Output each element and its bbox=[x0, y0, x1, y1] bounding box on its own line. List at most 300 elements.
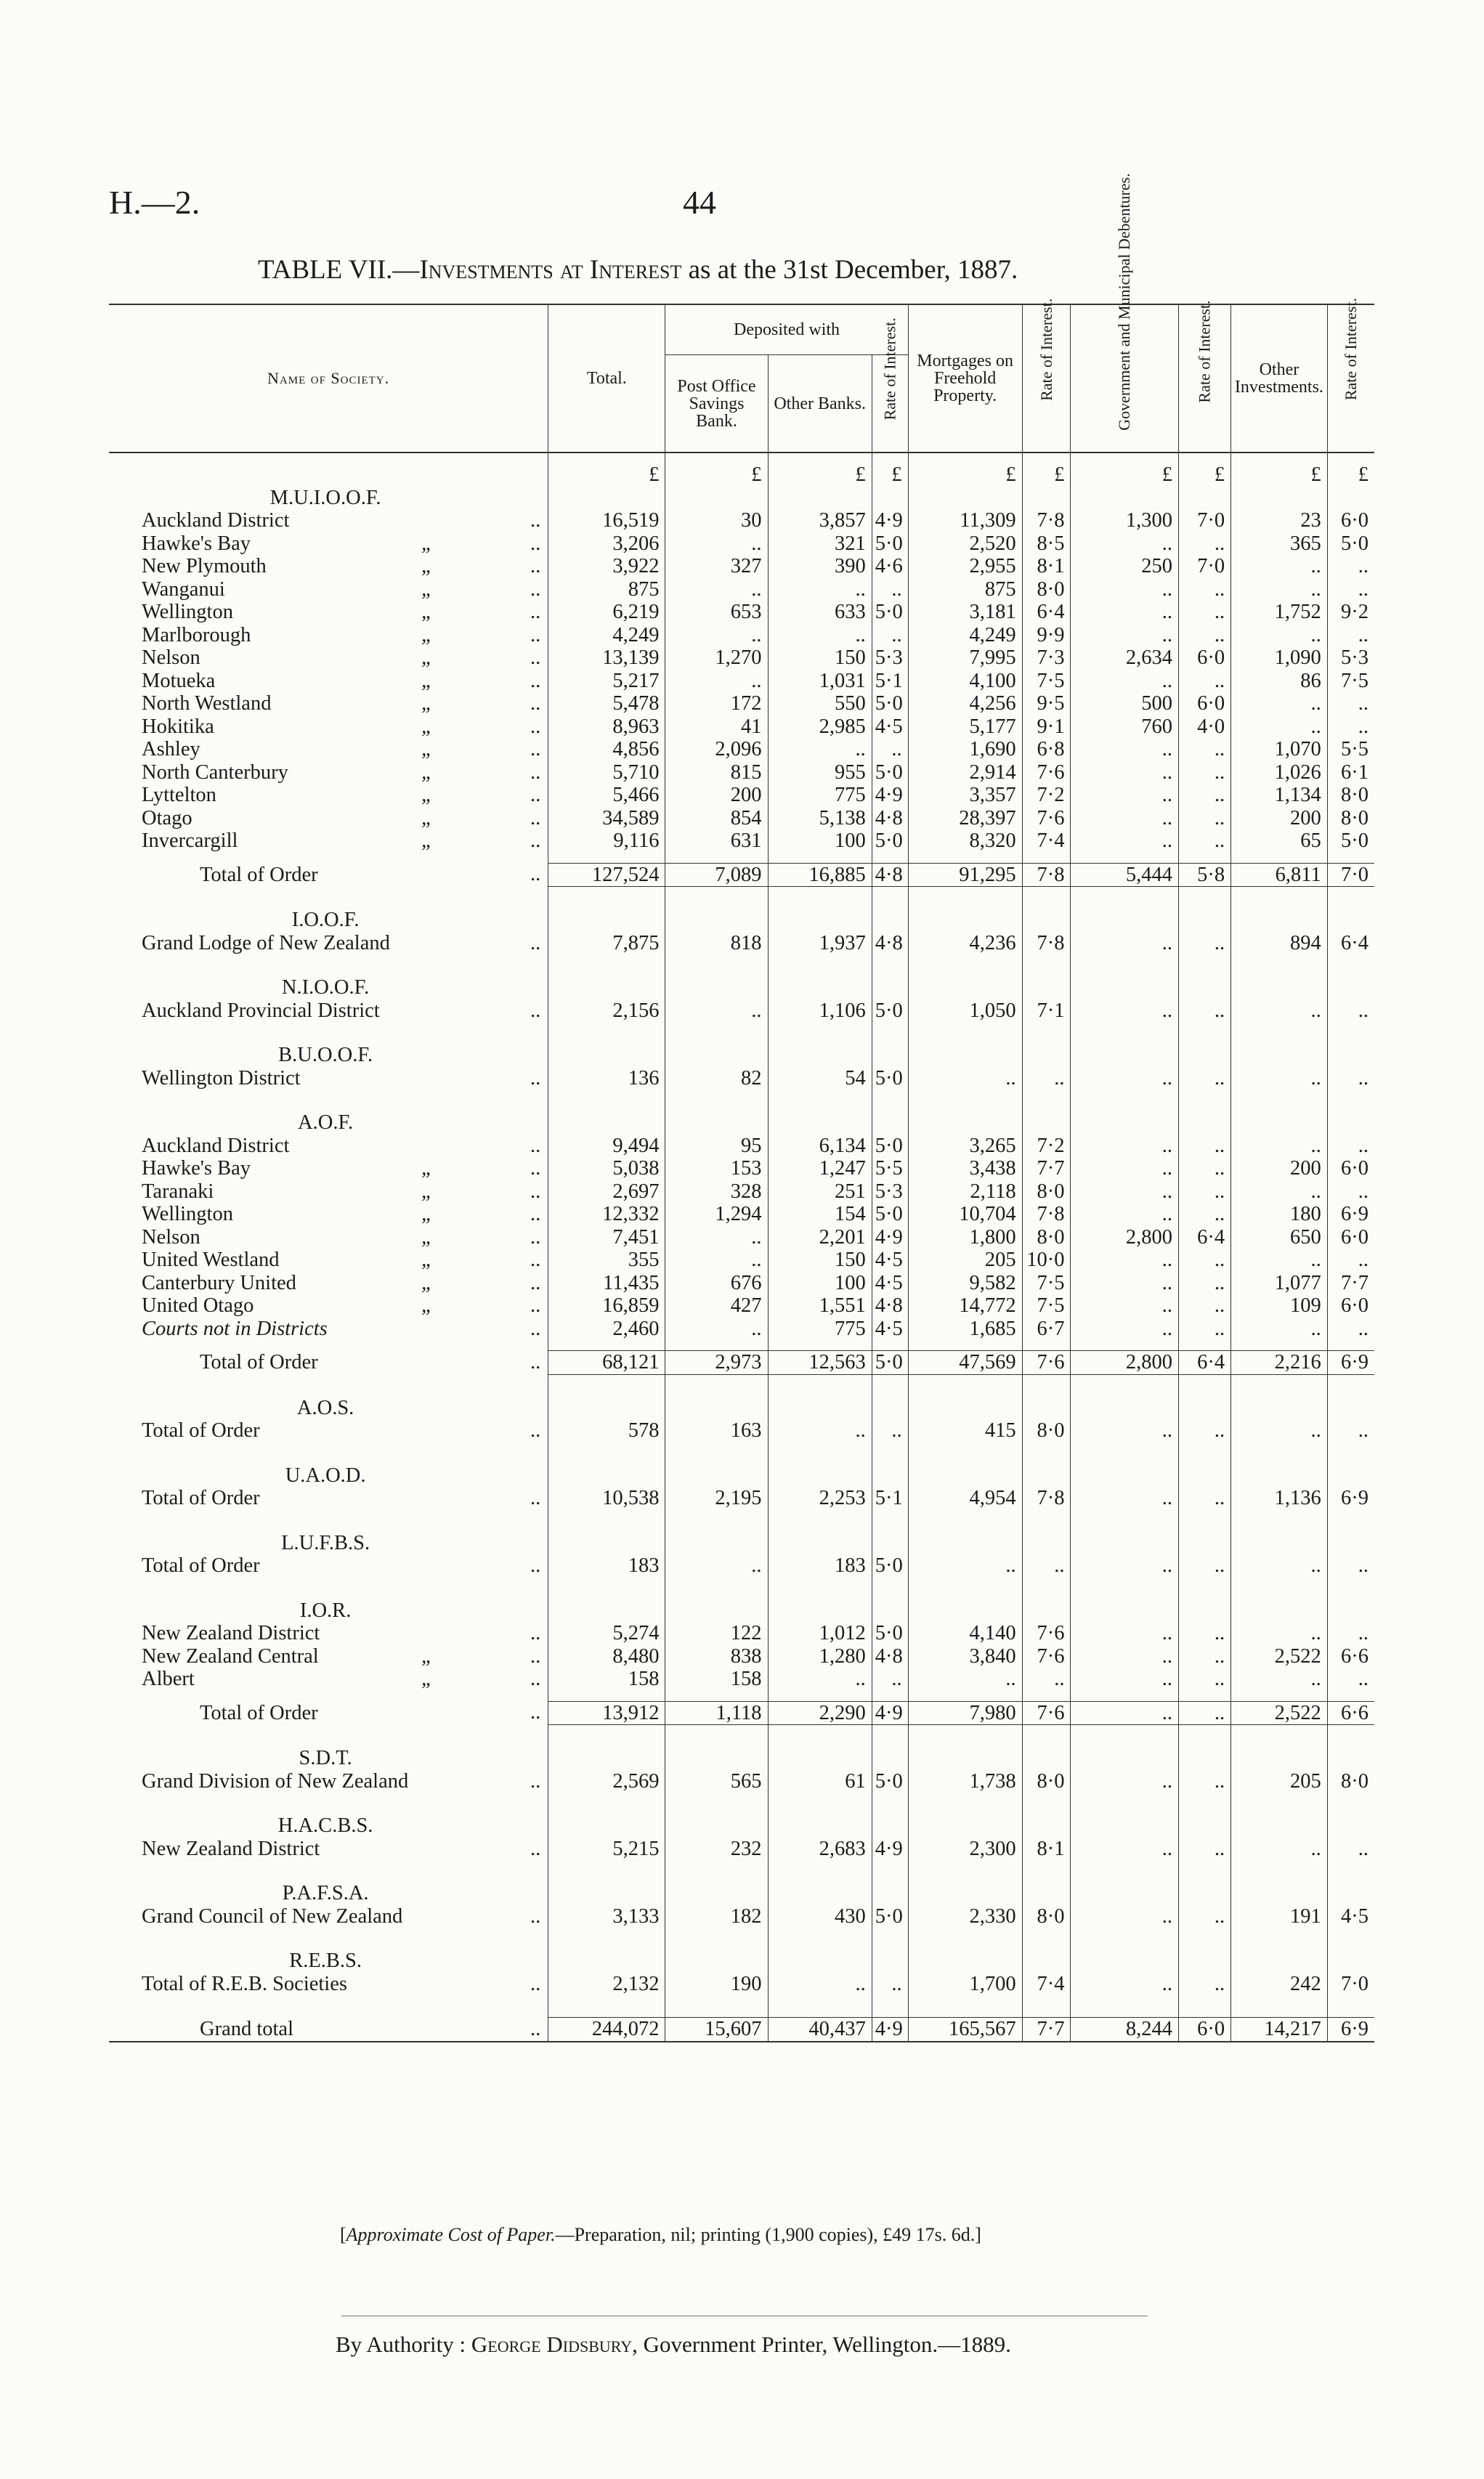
cell-value bbox=[1022, 692, 1071, 715]
cell-value bbox=[665, 1318, 768, 1341]
cell-value bbox=[665, 1487, 768, 1510]
cell-value bbox=[908, 1157, 1022, 1180]
cell-text: .. bbox=[1214, 1317, 1225, 1340]
cell-text: 4,140 bbox=[969, 1622, 1016, 1644]
grand-total-value bbox=[1071, 2018, 1179, 2042]
cell-value bbox=[1327, 692, 1374, 715]
cell-text: 6·9 bbox=[1341, 1487, 1369, 1509]
cell-empty bbox=[1022, 909, 1071, 932]
cell-value bbox=[1178, 1135, 1230, 1158]
cell-value bbox=[1071, 1203, 1179, 1226]
leader-dots: .. bbox=[530, 1225, 541, 1249]
cell-text: 1,136 bbox=[1274, 1487, 1321, 1509]
cell-value bbox=[872, 761, 908, 784]
cell-text: £ bbox=[1214, 463, 1225, 486]
cell-text: 10,538 bbox=[602, 1487, 660, 1509]
cell-empty bbox=[1231, 1928, 1328, 1949]
data-row bbox=[109, 646, 1374, 670]
cell-value bbox=[1022, 578, 1071, 601]
cell-empty bbox=[1231, 1691, 1328, 1702]
cell-empty bbox=[1071, 954, 1179, 976]
cell-text: 1,690 bbox=[969, 738, 1016, 760]
cell-empty bbox=[1022, 1397, 1071, 1420]
cell-text: 7·0 bbox=[1197, 555, 1225, 577]
cell-empty bbox=[872, 1443, 908, 1464]
cell-empty bbox=[1178, 1949, 1230, 1973]
society-heading bbox=[109, 1747, 548, 1770]
cell-text: Total of R.E.B. Societies bbox=[142, 1972, 347, 1995]
cell-empty bbox=[548, 1374, 665, 1397]
cell-text: 122 bbox=[730, 1622, 762, 1644]
total-value bbox=[872, 1701, 908, 1725]
spacer-row bbox=[109, 887, 1374, 909]
cell-text: 182 bbox=[730, 1904, 762, 1928]
cell-text: Auckland District bbox=[142, 509, 290, 532]
cell-text: 7·7 bbox=[1037, 1157, 1065, 1180]
cell-empty bbox=[872, 453, 908, 463]
cell-empty bbox=[1231, 1995, 1328, 2018]
cell-empty bbox=[908, 1725, 1022, 1748]
cell-value bbox=[1071, 999, 1179, 1023]
leader-dots: .. bbox=[530, 863, 541, 885]
cell-text: 1,752 bbox=[1274, 601, 1321, 623]
total-value bbox=[768, 863, 872, 887]
cell-text: .. bbox=[1054, 1066, 1065, 1090]
leader-dots: .. bbox=[530, 999, 541, 1022]
cell-text: 2,800 bbox=[1125, 1351, 1172, 1374]
cell-empty bbox=[665, 1860, 768, 1882]
cell-value bbox=[1231, 1135, 1328, 1158]
cell-value bbox=[548, 1318, 665, 1341]
total-label bbox=[109, 863, 548, 887]
cell-empty bbox=[872, 1793, 908, 1814]
cell-empty bbox=[1022, 1464, 1071, 1488]
total-label bbox=[109, 1701, 548, 1725]
cell-text: 7·0 bbox=[1197, 509, 1225, 532]
cell-empty bbox=[768, 909, 872, 932]
cell-text: 3,133 bbox=[612, 1904, 660, 1928]
cell-empty bbox=[1327, 1793, 1374, 1814]
cell-value bbox=[548, 715, 665, 739]
society-heading bbox=[109, 1882, 548, 1905]
cell-value bbox=[872, 1838, 908, 1861]
cell-value bbox=[872, 1668, 908, 1691]
cell-empty bbox=[768, 1374, 872, 1397]
cell-empty bbox=[908, 1532, 1022, 1555]
data-row bbox=[109, 1318, 1374, 1341]
spacer-row bbox=[109, 1090, 1374, 1111]
cell-value bbox=[1231, 761, 1328, 784]
cell-value bbox=[872, 532, 908, 556]
cell-text: 7·7 bbox=[1037, 2018, 1065, 2040]
cell-value bbox=[872, 1203, 908, 1226]
cell-value bbox=[665, 1419, 768, 1443]
cell-text: 23 bbox=[1300, 509, 1321, 532]
cell-text: 578 bbox=[628, 1419, 660, 1442]
leader-dots: .. bbox=[530, 577, 541, 601]
cell-value bbox=[548, 646, 665, 670]
cell-text: 95 bbox=[741, 1134, 762, 1157]
cell-text: .. bbox=[751, 1554, 762, 1577]
cell-value bbox=[1231, 1067, 1328, 1090]
cell-value bbox=[1071, 1272, 1179, 1295]
cell-text: .. bbox=[1214, 1837, 1225, 1860]
cell-value bbox=[768, 932, 872, 955]
cell-value bbox=[548, 1973, 665, 1996]
cell-empty bbox=[1327, 453, 1374, 463]
cell-text: 1,800 bbox=[969, 1225, 1016, 1249]
leader-dots: .. bbox=[530, 1769, 541, 1793]
total-value bbox=[1071, 863, 1179, 887]
cell-text: 4·5 bbox=[875, 1271, 903, 1294]
cell-text: .. bbox=[1161, 1769, 1172, 1793]
cell-empty bbox=[768, 1578, 872, 1599]
row-label bbox=[109, 1928, 548, 1949]
cell-value bbox=[872, 1135, 908, 1158]
cell-text: 7·4 bbox=[1037, 829, 1065, 852]
cell-text: .. bbox=[751, 999, 762, 1022]
cell-empty bbox=[665, 1814, 768, 1838]
cell-value bbox=[1178, 715, 1230, 739]
cell-value bbox=[768, 532, 872, 556]
cell-empty bbox=[1071, 1747, 1179, 1770]
cell-value bbox=[908, 1318, 1022, 1341]
cell-text: 5·0 bbox=[875, 1066, 903, 1090]
cell-text: £ bbox=[751, 463, 762, 486]
cell-text: Courts not in Districts bbox=[142, 1317, 328, 1340]
cell-value bbox=[1178, 1226, 1230, 1249]
cell-text: .. bbox=[1214, 1554, 1225, 1577]
cell-text: Hokitika bbox=[142, 715, 214, 738]
cell-text: 5·0 bbox=[875, 1134, 903, 1157]
cell-empty bbox=[548, 909, 665, 932]
ditto-mark: „ bbox=[421, 806, 433, 829]
cell-value bbox=[1022, 1487, 1071, 1510]
cell-text: .. bbox=[1161, 1203, 1172, 1225]
cell-text: I.O.R. bbox=[299, 1599, 352, 1622]
cell-value bbox=[548, 738, 665, 761]
cell-empty bbox=[872, 1464, 908, 1488]
cell-empty bbox=[1071, 1949, 1179, 1973]
cell-value bbox=[1022, 1318, 1071, 1341]
cell-empty bbox=[908, 1793, 1022, 1814]
cell-empty bbox=[1327, 1928, 1374, 1949]
cell-text: 4·5 bbox=[875, 1249, 903, 1271]
cell-value bbox=[1327, 1838, 1374, 1861]
cell-empty bbox=[1022, 1882, 1071, 1905]
total-value bbox=[548, 1351, 665, 1375]
cell-text: U.A.O.D. bbox=[285, 1464, 366, 1487]
cell-text: 232 bbox=[730, 1837, 762, 1860]
page-reference: H.—2. bbox=[109, 184, 200, 221]
cell-text: .. bbox=[1310, 1554, 1321, 1577]
cell-value bbox=[665, 1294, 768, 1318]
cell-text: 242 bbox=[1289, 1972, 1321, 1995]
cell-text: 818 bbox=[730, 931, 762, 954]
cell-value bbox=[1022, 761, 1071, 784]
cell-text: .. bbox=[1161, 1972, 1172, 1995]
cell-text: 854 bbox=[730, 806, 762, 829]
cell-value bbox=[1178, 1554, 1230, 1578]
cell-text: .. bbox=[891, 738, 902, 760]
cell-text: Ashley bbox=[142, 738, 200, 760]
cell-value bbox=[548, 1157, 665, 1180]
cell-text: 6·4 bbox=[1341, 931, 1369, 954]
data-row bbox=[109, 999, 1374, 1023]
cell-empty bbox=[665, 1340, 768, 1351]
cell-empty bbox=[1178, 1510, 1230, 1532]
cell-text: 16,885 bbox=[808, 863, 866, 886]
cell-value bbox=[908, 1622, 1022, 1645]
spacer-row bbox=[109, 1510, 1374, 1532]
society-name bbox=[109, 1668, 548, 1691]
title-main: Investments at Interest bbox=[419, 255, 682, 285]
cell-value bbox=[872, 578, 908, 601]
cell-value bbox=[1327, 1294, 1374, 1318]
cell-text: 4,249 bbox=[612, 623, 660, 646]
cell-text: 3,265 bbox=[969, 1134, 1016, 1157]
cell-value bbox=[1071, 1157, 1179, 1180]
cell-value bbox=[1231, 1180, 1328, 1204]
cell-text: 3,857 bbox=[819, 509, 866, 532]
cell-empty bbox=[1327, 487, 1374, 510]
cell-value bbox=[1071, 601, 1179, 624]
cell-text: 4,236 bbox=[969, 931, 1016, 954]
cell-empty bbox=[768, 1949, 872, 1973]
cell-text: 4,249 bbox=[969, 623, 1016, 646]
data-row bbox=[109, 1487, 1374, 1510]
spacer-row bbox=[109, 1691, 1374, 1702]
cell-value bbox=[1071, 1318, 1179, 1341]
cell-value bbox=[872, 1487, 908, 1510]
cell-text: 3,922 bbox=[612, 555, 660, 577]
society-name bbox=[109, 932, 548, 955]
cell-empty bbox=[908, 1374, 1022, 1397]
cell-text: 4,256 bbox=[969, 692, 1016, 715]
cell-empty bbox=[1178, 976, 1230, 999]
cell-text: .. bbox=[1161, 1249, 1172, 1271]
cell-empty bbox=[1178, 1532, 1230, 1555]
cell-empty bbox=[1231, 1793, 1328, 1814]
cell-text: .. bbox=[1214, 806, 1225, 829]
leader-dots: .. bbox=[530, 715, 541, 738]
cell-text: .. bbox=[1358, 999, 1369, 1022]
cell-value bbox=[908, 1203, 1022, 1226]
cell-empty bbox=[548, 1928, 665, 1949]
cell-text: .. bbox=[1161, 601, 1172, 623]
society-name bbox=[109, 715, 548, 739]
cell-text: 4,856 bbox=[612, 738, 660, 760]
cell-text: 894 bbox=[1289, 931, 1321, 954]
ditto-mark: „ bbox=[421, 577, 433, 601]
row-label bbox=[109, 1725, 548, 1748]
cell-value bbox=[548, 601, 665, 624]
cell-value bbox=[908, 1249, 1022, 1272]
leader-dots: .. bbox=[530, 1904, 541, 1928]
currency-symbol bbox=[768, 463, 872, 487]
cell-text: 4·5 bbox=[1341, 1904, 1369, 1928]
cell-value bbox=[908, 692, 1022, 715]
cell-value bbox=[548, 578, 665, 601]
cell-text: Invercargill bbox=[142, 829, 238, 852]
cell-value bbox=[1231, 784, 1328, 807]
cell-text: 2,569 bbox=[612, 1769, 660, 1793]
cell-value bbox=[665, 1770, 768, 1793]
cell-text: 150 bbox=[835, 646, 866, 669]
cell-value bbox=[1231, 1905, 1328, 1928]
cell-text: 1,937 bbox=[819, 931, 866, 954]
cell-empty bbox=[872, 1340, 908, 1351]
society-heading bbox=[109, 487, 548, 510]
cell-empty bbox=[1071, 1090, 1179, 1111]
cell-text: .. bbox=[1358, 715, 1369, 738]
data-row bbox=[109, 807, 1374, 830]
cell-value bbox=[908, 1668, 1022, 1691]
cell-text: .. bbox=[751, 1225, 762, 1249]
cell-empty bbox=[1231, 1022, 1328, 1044]
cell-text: .. bbox=[1161, 669, 1172, 692]
cell-text: .. bbox=[1358, 1249, 1369, 1271]
spacer-row bbox=[109, 1578, 1374, 1599]
cell-text: .. bbox=[1310, 1180, 1321, 1203]
cell-value bbox=[1327, 1318, 1374, 1341]
cell-value bbox=[1022, 1905, 1071, 1928]
cell-text: 165,567 bbox=[949, 2018, 1016, 2040]
cell-text: Wellington bbox=[142, 601, 233, 623]
cell-text: .. bbox=[1161, 1487, 1172, 1509]
total-value bbox=[908, 863, 1022, 887]
cell-text: .. bbox=[891, 1972, 902, 1995]
cell-text: 4·8 bbox=[875, 931, 903, 954]
footnote-close: ] bbox=[975, 2224, 981, 2245]
col-post-office-header: Post Office Savings Bank. bbox=[665, 355, 768, 453]
cell-text: 68,121 bbox=[602, 1351, 660, 1374]
cell-empty bbox=[1231, 1599, 1328, 1623]
cell-text: 5,217 bbox=[612, 669, 660, 692]
grand-total-value bbox=[908, 2018, 1022, 2042]
cell-empty bbox=[1178, 1443, 1230, 1464]
cell-value bbox=[1231, 692, 1328, 715]
table-title bbox=[258, 254, 1018, 285]
cell-text: .. bbox=[1214, 1066, 1225, 1090]
leader-dots: .. bbox=[530, 669, 541, 692]
cell-text: 2,522 bbox=[1274, 1701, 1321, 1724]
cell-text: 7·8 bbox=[1037, 863, 1065, 886]
cell-value bbox=[768, 601, 872, 624]
cell-text: .. bbox=[751, 669, 762, 692]
cell-text: 14,772 bbox=[959, 1294, 1016, 1317]
cell-empty bbox=[548, 1464, 665, 1488]
society-name bbox=[109, 692, 548, 715]
col-deposited-header: Deposited with bbox=[665, 304, 908, 355]
cell-text: 7·6 bbox=[1037, 806, 1065, 829]
cell-empty bbox=[1327, 1814, 1374, 1838]
cell-empty bbox=[872, 976, 908, 999]
cell-value bbox=[908, 1487, 1022, 1510]
cell-text: .. bbox=[1161, 1157, 1172, 1180]
cell-text: .. bbox=[1310, 1249, 1321, 1271]
cell-text: 5·0 bbox=[875, 601, 903, 623]
cell-text: .. bbox=[1005, 1668, 1016, 1690]
cell-text: £ bbox=[855, 463, 866, 486]
cell-value bbox=[1178, 1318, 1230, 1341]
cell-value bbox=[665, 1645, 768, 1668]
cell-text: 2,522 bbox=[1274, 1644, 1321, 1668]
society-name bbox=[109, 646, 548, 670]
cell-text: 390 bbox=[835, 555, 866, 577]
cell-text: .. bbox=[1005, 1554, 1016, 1577]
society-heading-row bbox=[109, 1599, 1374, 1623]
spacer-row bbox=[109, 453, 1374, 463]
data-row bbox=[109, 1067, 1374, 1090]
cell-value bbox=[908, 1554, 1022, 1578]
cell-value bbox=[768, 1645, 872, 1668]
cell-empty bbox=[872, 853, 908, 864]
cell-empty bbox=[665, 1949, 768, 1973]
cell-value bbox=[548, 999, 665, 1023]
cell-text: £ bbox=[891, 463, 902, 486]
society-name bbox=[109, 1487, 548, 1510]
cell-text: 6·0 bbox=[1197, 692, 1225, 715]
cell-value bbox=[872, 646, 908, 670]
cell-empty bbox=[1178, 1090, 1230, 1111]
cell-empty bbox=[768, 1691, 872, 1702]
total-value bbox=[872, 1351, 908, 1375]
ditto-mark: „ bbox=[421, 829, 433, 852]
cell-value bbox=[768, 738, 872, 761]
data-row bbox=[109, 738, 1374, 761]
cell-text: 5·0 bbox=[1341, 829, 1369, 852]
cell-text: 321 bbox=[835, 532, 866, 555]
cell-empty bbox=[665, 1090, 768, 1111]
leader-dots: .. bbox=[530, 1622, 541, 1644]
cell-empty bbox=[768, 1532, 872, 1555]
cell-empty bbox=[1071, 1814, 1179, 1838]
cell-text: 6·0 bbox=[1197, 2018, 1225, 2040]
cell-text: 500 bbox=[1141, 692, 1172, 715]
cell-empty bbox=[1022, 1374, 1071, 1397]
cell-text: Auckland District bbox=[142, 1134, 290, 1157]
cell-text: 6·1 bbox=[1341, 760, 1369, 784]
cell-value bbox=[872, 1157, 908, 1180]
cell-text: 1,294 bbox=[715, 1203, 762, 1225]
cell-value bbox=[1071, 1249, 1179, 1272]
cell-value bbox=[548, 1770, 665, 1793]
total-value bbox=[1231, 863, 1328, 887]
cell-text: 6·9 bbox=[1341, 2018, 1369, 2040]
cell-empty bbox=[768, 1464, 872, 1488]
cell-empty bbox=[1071, 1022, 1179, 1044]
cell-value bbox=[665, 1067, 768, 1090]
cell-empty bbox=[1071, 1691, 1179, 1702]
cell-text: Albert bbox=[142, 1668, 195, 1690]
col-rate2-header: Rate of Interest. bbox=[1022, 304, 1071, 453]
cell-empty bbox=[1022, 1949, 1071, 1973]
cell-value bbox=[1231, 1419, 1328, 1443]
cell-text: 7·2 bbox=[1037, 1134, 1065, 1157]
cell-empty bbox=[768, 976, 872, 999]
cell-text: 4·9 bbox=[875, 1225, 903, 1249]
cell-text: 327 bbox=[730, 555, 762, 577]
cell-value bbox=[1071, 1554, 1179, 1578]
cell-value bbox=[665, 932, 768, 955]
cell-empty bbox=[908, 1578, 1022, 1599]
cell-empty bbox=[1231, 1578, 1328, 1599]
cell-empty bbox=[1327, 1111, 1374, 1135]
cell-empty bbox=[548, 1793, 665, 1814]
cell-value bbox=[1231, 532, 1328, 556]
cell-value bbox=[1178, 692, 1230, 715]
